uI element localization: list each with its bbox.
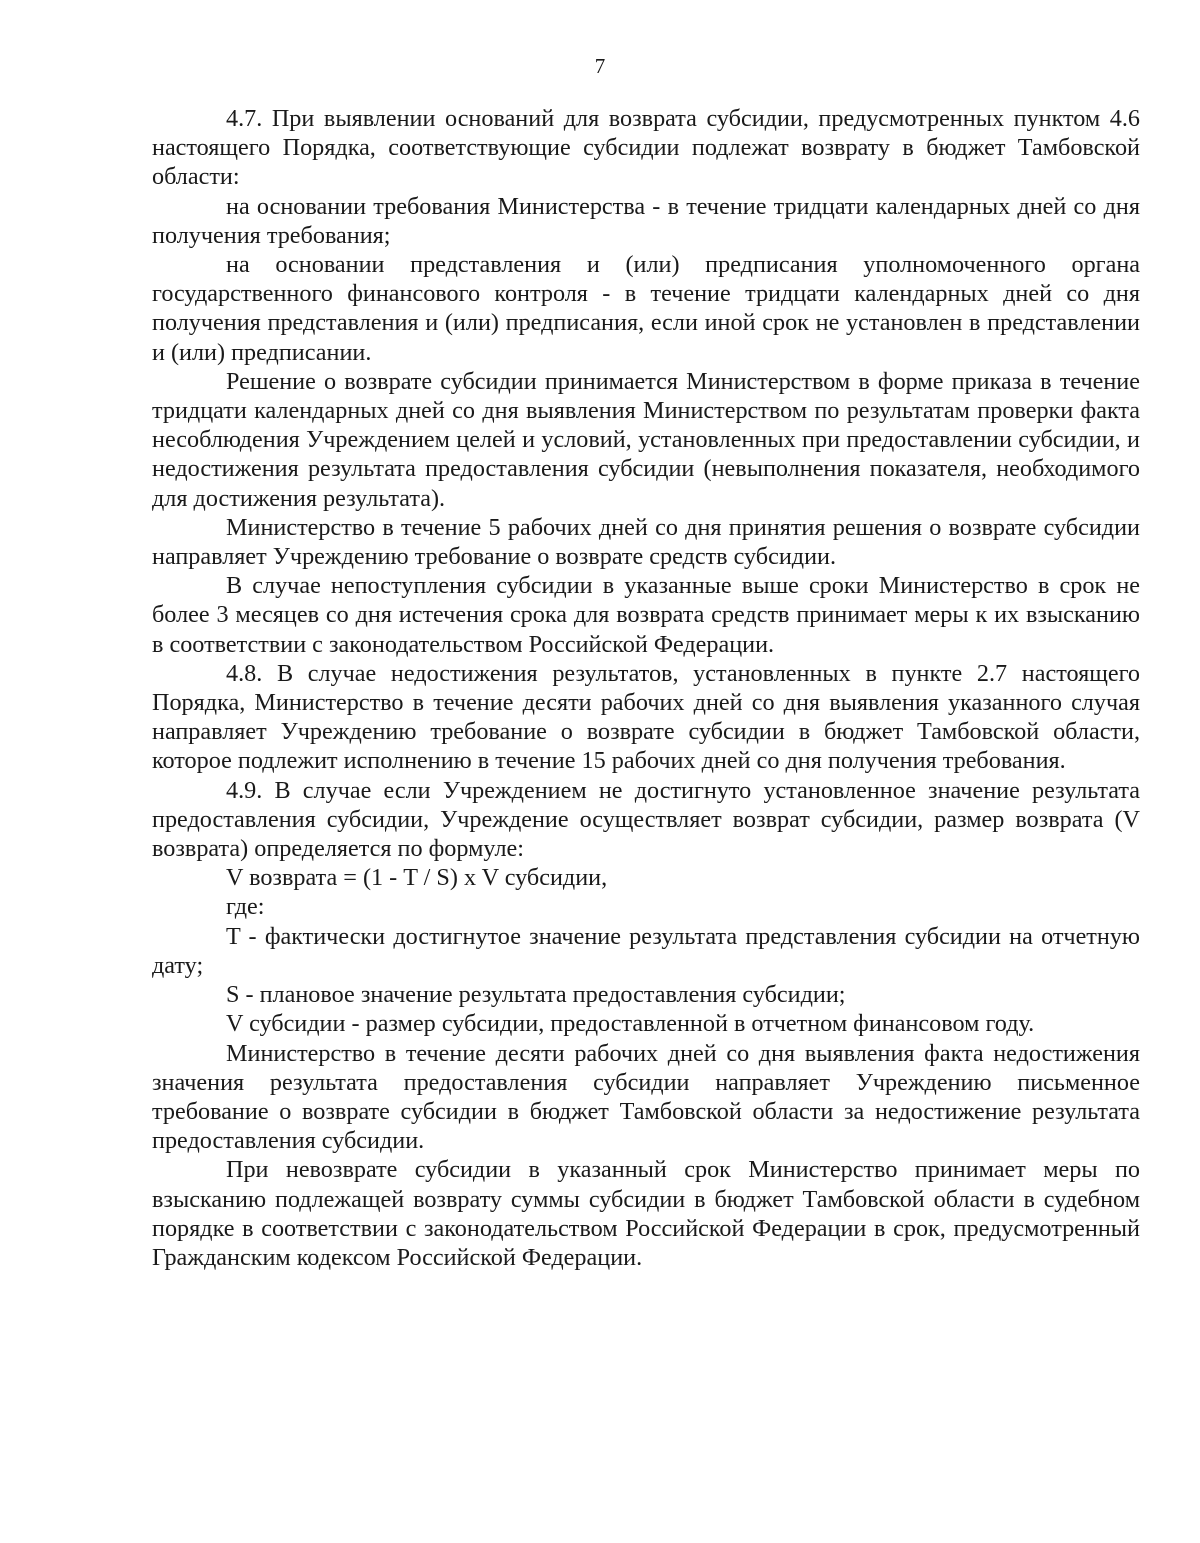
paragraph-control-body-order: на основании представления и (или) предписания уполномоченного органа государственного финансового контроля - в течение тридцати календарных дней со дня получения представления и (или) предписания, если иной срок не установлен в представлении и (или) предписании. — [152, 251, 1140, 366]
paragraph-4-8: 4.8. В случае недостижения результатов, установленных в пункте 2.7 настоящего Порядка, Министерство в течение десяти рабочих дней со дня выявления указанного случая направляет Учреждению требование о возврате субсидии в бюджет Тамбовской области, которое подлежит исполнению в течение 15 рабочих дней со дня получения требования. — [152, 659, 1140, 775]
formula-term-s: S - плановое значение результата предоставления субсидии; — [226, 981, 846, 1009]
paragraph-non-receipt: В случае непоступления субсидии в указанные выше сроки Министерство в срок не более 3 месяцев со дня истечения срока для возврата средств принимает меры к их взысканию в соответствии с законодательством Российской Федерации. — [152, 572, 1140, 658]
formula-term-v: V субсидии - размер субсидии, предоставленной в отчетном финансовом году. — [226, 1010, 1035, 1038]
paragraph-ministry-requirement: на основании требования Министерства - в течение тридцати календарных дней со дня получения требования; — [152, 192, 1140, 249]
page-number: 7 — [594, 54, 606, 78]
paragraph-court-recovery: При невозврате субсидии в указанный срок Министерство принимает меры по взысканию подлежащей возврату суммы субсидии в бюджет Тамбовской области в судебном порядке в соответствии с законодательством Российской Федерации в срок, предусмотренный Гражданским кодексом Российской Федерации. — [152, 1156, 1140, 1271]
formula-where: где: — [226, 893, 265, 921]
paragraph-4-7: 4.7. При выявлении оснований для возврата субсидии, предусмотренных пунктом 4.6 настоящего Порядка, соответствующие субсидии подлежат возврату в бюджет Тамбовской области: — [152, 105, 1140, 191]
formula: V возврата = (1 - T / S) x V субсидии, — [226, 864, 608, 892]
formula-term-t: T - фактически достигнутое значение результата представления субсидии на отчетную дату; — [152, 922, 1140, 979]
document-body — [152, 104, 1140, 1272]
paragraph-return-decision: Решение о возврате субсидии принимается Министерством в форме приказа в течение тридцати календарных дней со дня выявления Министерством по результатам проверки факта несоблюдения Учреждением целей и условий, установленных при предоставлении субсидии, и недостижения результата предоставления субсидии (невыполнения показателя, необходимого для достижения результата). — [152, 367, 1140, 512]
paragraph-ministry-notice: Министерство в течение 5 рабочих дней со дня принятия решения о возврате субсидии направляет Учреждению требование о возврате средств субсидии. — [152, 513, 1140, 571]
paragraph-4-9: 4.9. В случае если Учреждением не достигнуто установленное значение результата предоставления субсидии, Учреждение осуществляет возврат субсидии, размер возврата (V возврата) определяется по формуле: — [152, 776, 1140, 863]
paragraph-written-requirement: Министерство в течение десяти рабочих дней со дня выявления факта недостижения значения результата предоставления субсидии направляет Учреждению письменное требование о возврате субсидии в бюджет Тамбовской области за недостижение результата предоставления субсидии. — [152, 1039, 1140, 1155]
